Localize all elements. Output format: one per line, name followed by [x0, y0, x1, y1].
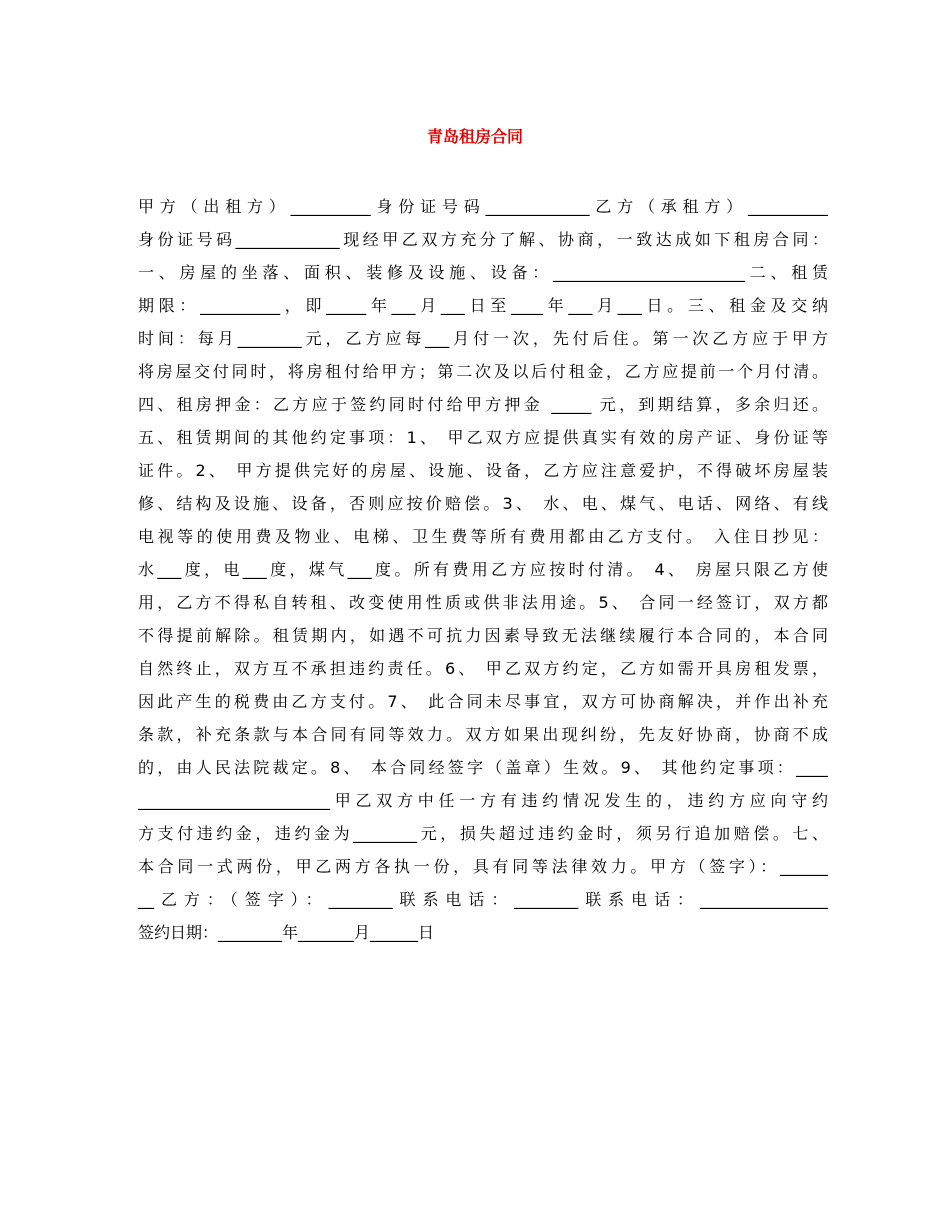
contract-line: 用，乙方不得私自转租、改变使用性质或供非法用途。5、 合同一经签订，双方都	[138, 593, 828, 612]
contract-line: 方支付违约金，违约金为________元，损失超过违约金时，须另行追加赔偿。七、	[138, 824, 828, 843]
contract-line: 五、租赁期间的其他约定事项：1、 甲乙双方应提供真实有效的房产证、身份证等	[138, 428, 828, 447]
contract-line: 一、房屋的坐落、面积、装修及设施、设备：________________________二、租赁	[138, 263, 828, 282]
contract-line: 期限：__________，即_____年___月___日至____年___月___日。三、租金及交纳	[138, 296, 828, 315]
contract-line: 电视等的使用费及物业、电梯、卫生费等所有费用都由乙方支付。 入住日抄见：	[138, 527, 828, 546]
contract-line: 身份证号码_____________现经甲乙双方充分了解、协商，一致达成如下租房合同：	[138, 230, 828, 249]
contract-line: 将房屋交付同时，将房租付给甲方；第二次及以后付租金，乙方应提前一个月付清。	[138, 362, 828, 381]
contract-line: 不得提前解除。租赁期内，如遇不可抗力因素导致无法继续履行本合同的，本合同	[138, 626, 828, 645]
contract-line: 本合同一式两份，甲乙两方各执一份，具有同等法律效力。甲方（签字）：______	[138, 857, 828, 876]
contract-body	[138, 190, 828, 949]
contract-line: 条款，补充条款与本合同有同等效力。双方如果出现纠纷，先友好协商，协商不成	[138, 725, 828, 744]
contract-line: 时间：每月________元，乙方应每___月付一次，先付后住。第一次乙方应于甲方	[138, 329, 828, 348]
document-title: 青岛租房合同	[426, 127, 523, 146]
signing-date-line: 签约日期：________年_______月______日	[138, 923, 435, 942]
contract-line: 四、租房押金：乙方应于签约同时付给甲方押金 _____ 元，到期结算，多余归还。	[138, 395, 828, 414]
contract-line: ________________________甲乙双方中任一方有违约情况发生的，违约方应向守约	[138, 791, 828, 810]
contract-line: 因此产生的税费由乙方支付。7、 此合同未尽事宜，双方可协商解决，并作出补充	[138, 692, 828, 711]
contract-line: 证件。2、 甲方提供完好的房屋、设施、设备，乙方应注意爱护，不得破坏房屋装	[138, 461, 828, 480]
contract-line: 水___度，电___度，煤气___度。所有费用乙方应按时付清。 4、 房屋只限乙方使	[138, 560, 828, 579]
contract-line: __乙方：（签字）：________联系电话：________联系电话：________________	[138, 890, 828, 909]
contract-line: 的，由人民法院裁定。8、 本合同经签字（盖章）生效。9、 其他约定事项：____	[138, 758, 828, 777]
contract-line: 修、结构及设施、设备，否则应按价赔偿。3、 水、电、煤气、电话、网络、有线	[138, 494, 828, 513]
contract-line: 甲方（出租方）__________身份证号码_____________乙方（承租方）__________	[138, 197, 828, 216]
contract-line: 自然终止，双方互不承担违约责任。6、 甲乙双方约定，乙方如需开具房租发票，	[138, 659, 828, 678]
